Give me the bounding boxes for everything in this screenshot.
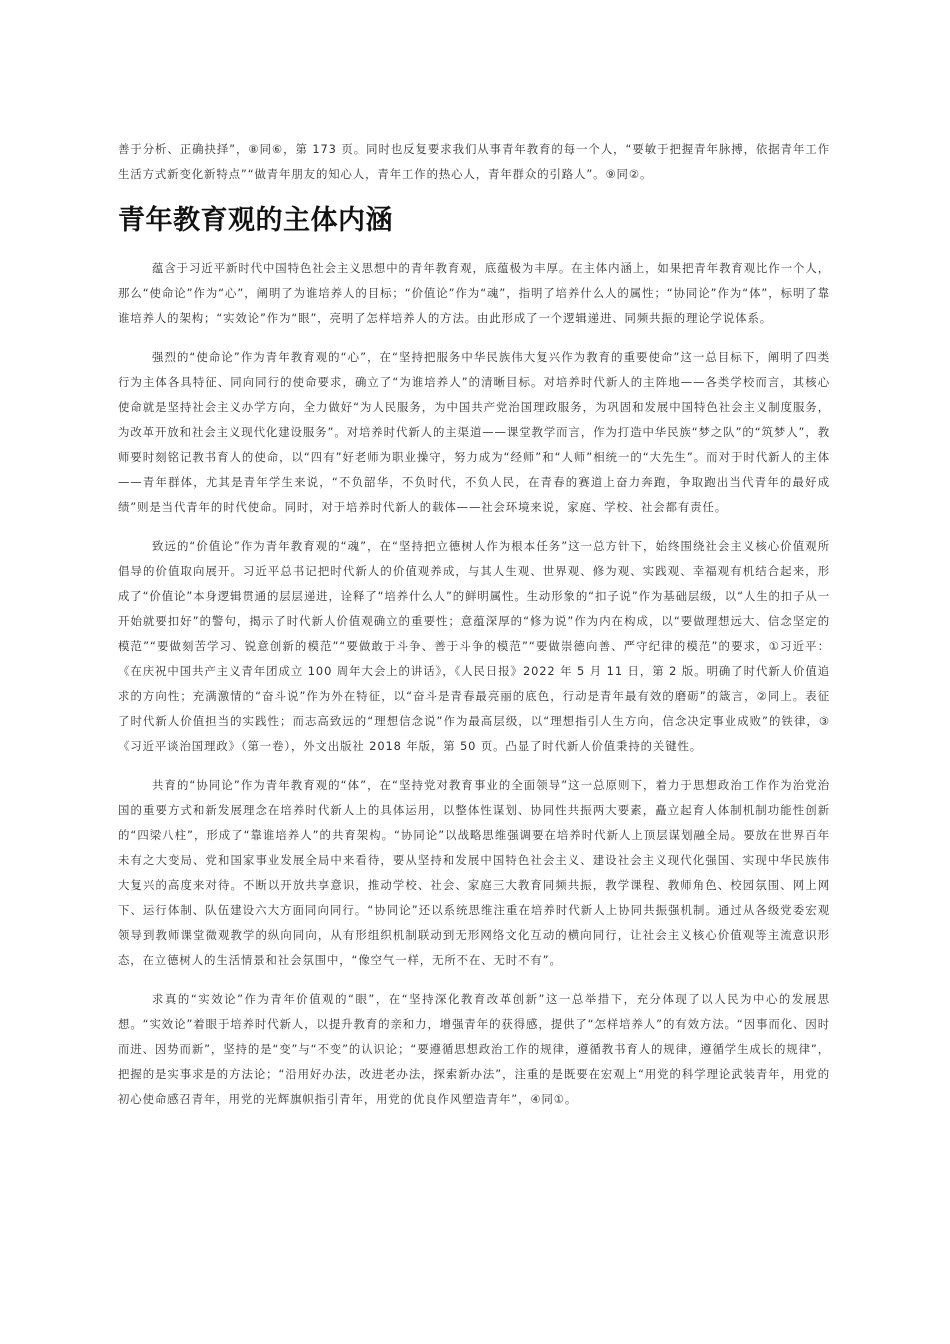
paragraph-mission-theory: 强烈的“使命论”作为青年教育观的“心”，在“坚持把服务中华民族伟大复兴作为教育的重要使命”这一总目标下，阐明了四类行为主体各具特征、同向同行的使命要求，确立了“为谁培养人”的清晰目标。对培养时代新人的主阵地——各类学校而言，其核心使命就是坚持社会主义办学方向，全力做好“为人民服务，为中国共产党治国理政服务，为巩固和发展中国特色社会主义制度服务，为改革开放和社会主义现代化建设服务”。对培养时代新人的主渠道——课堂教学而言，作为打造中华民族“梦之队”的“筑梦人”，教师要时刻铭记教书育人的使命，以“四有”好老师为职业操守，努力成为“经师”和“人师”相统一的“大先生”。而对于时代新人的主体——青年群体，尤其是青年学生来说，“不负韶华，不负时代，不负人民，在青春的赛道上奋力奔跑，争取跑出当代青年的最好成绩”则是当代青年的时代使命。同时，对于培养时代新人的载体——社会环境来说，家庭、学校、社会都有责任。 [118,350,830,514]
article-body [118,137,830,1126]
paragraph-value-theory: 致远的“价值论”作为青年教育观的“魂”，在“坚持把立德树人作为根本任务”这一总方针下，始终围绕社会主义核心价值观所倡导的价值取向展开。习近平总书记把时代新人的价值观养成，与其人生观、世界观、修为观、实践观、幸福观有机结合起来，形成了“价值论”本身逻辑贯通的层层递进，诠释了“培养什么人”的鲜明属性。生动形象的“扣子说”作为基础层级，以“人生的扣子从一开始就要扣好”的警句，揭示了时代新人价值观确立的重要性；意蕴深厚的“修为说”作为内在构成，以“要做理想远大、信念坚定的模范”“要做刻苦学习、锐意创新的模范”“要做敢于斗争、善于斗争的模范”“要做崇德向善、严守纪律的模范”的要求，①习近平：《在庆祝中国共产主义青年团成立 100 周年大会上的讲话》，《人民日报》2022 年 5 月 11 日，第 2 版。明确了时代新人价值追求的方向性；充满激情的“奋斗说”作为外在特征，以“奋斗是青春最亮丽的底色，行动是青年最有效的磨砺”的箴言，②同上。表征了时代新人价值担当的实践性；而志高致远的“理想信念说”作为最高层级，以“理想指引人生方向，信念决定事业成败”的铁律，③《习近平谈治国理政》（第一卷），外文出版社 2018 年版，第 50 页。凸显了时代新人价值秉持的关键性。 [118,539,830,753]
paragraph-overview: 蕴含于习近平新时代中国特色社会主义思想中的青年教育观，底蕴极为丰厚。在主体内涵上，如果把青年教育观比作一个人，那么“使命论”作为“心”，阐明了为谁培养人的目标；“价值论”作为“魂”，指明了培养什么人的属性；“协同论”作为“体”，标明了靠谁培养人的架构；“实效论”作为“眼”，亮明了怎样培养人的方法。由此形成了一个逻辑递进、同频共振的理论学说体系。 [118,261,830,325]
paragraph-effectiveness-theory: 求真的“实效论”作为青年价值观的“眼”，在“坚持深化教育改革创新”这一总举措下，充分体现了以人民为中心的发展思想。“实效论”着眼于培养时代新人，以提升教育的亲和力，增强青年的获得感，提供了“怎样培养人”的有效方法。“因事而化、因时而进、因势而新”，坚持的是“变”与“不变”的认识论；“要遵循思想政治工作的规律，遵循教书育人的规律，遵循学生成长的规律”，把握的是实事求是的方法论；“沿用好办法，改进老办法，探索新办法”，注重的是既要在宏观上“用党的科学理论武装青年，用党的初心使命感召青年，用党的光辉旗帜指引青年，用党的优良作风塑造青年”，④同①。 [118,992,830,1106]
paragraph-synergy-theory: 共育的“协同论”作为青年教育观的“体”，在“坚持党对教育事业的全面领导”这一总原则下，着力于思想政治工作作为治党治国的重要方式和新发展理念在培养时代新人上的具体运用，以整体性谋划、协同性共振两大要素，矗立起育人体制机制功能性创新的“四梁八柱”，形成了“靠谁培养人”的共育架构。“协同论”以战略思维强调要在培养时代新人上顶层谋划融全局。要放在世界百年未有之大变局、党和国家事业发展全局中来看待，要从坚持和发展中国特色社会主义、建设社会主义现代化强国、实现中华民族伟大复兴的高度来对待。不断以开放共享意识，推动学校、社会、家庭三大教育同频共振，教学课程、教师角色、校园氛围、网上网下、运行体制、队伍建设六大方面同向同行。“协同论”还以系统思维注重在培养时代新人上协同共振强机制。通过从各级党委宏观领导到教师课堂微观教学的纵向同向，从有形组织机制联动到无形网络文化互动的横向同行，让社会主义核心价值观等主流意识形态，在立德树人的生活情景和社会氛围中，“像空气一样，无所不在、无时不有”。 [118,778,830,967]
intro-paragraph: 善于分析、正确抉择”，⑧同⑥，第 173 页。同时也反复要求我们从事青年教育的每一个人，“要敏于把握青年脉搏，依据青年工作生活方式新变化新特点”“做青年朋友的知心人，青年工作的热心人，青年群众的引路人”。⑨同②。 [118,142,830,181]
section-heading: 青年教育观的主体内涵 [118,205,393,236]
